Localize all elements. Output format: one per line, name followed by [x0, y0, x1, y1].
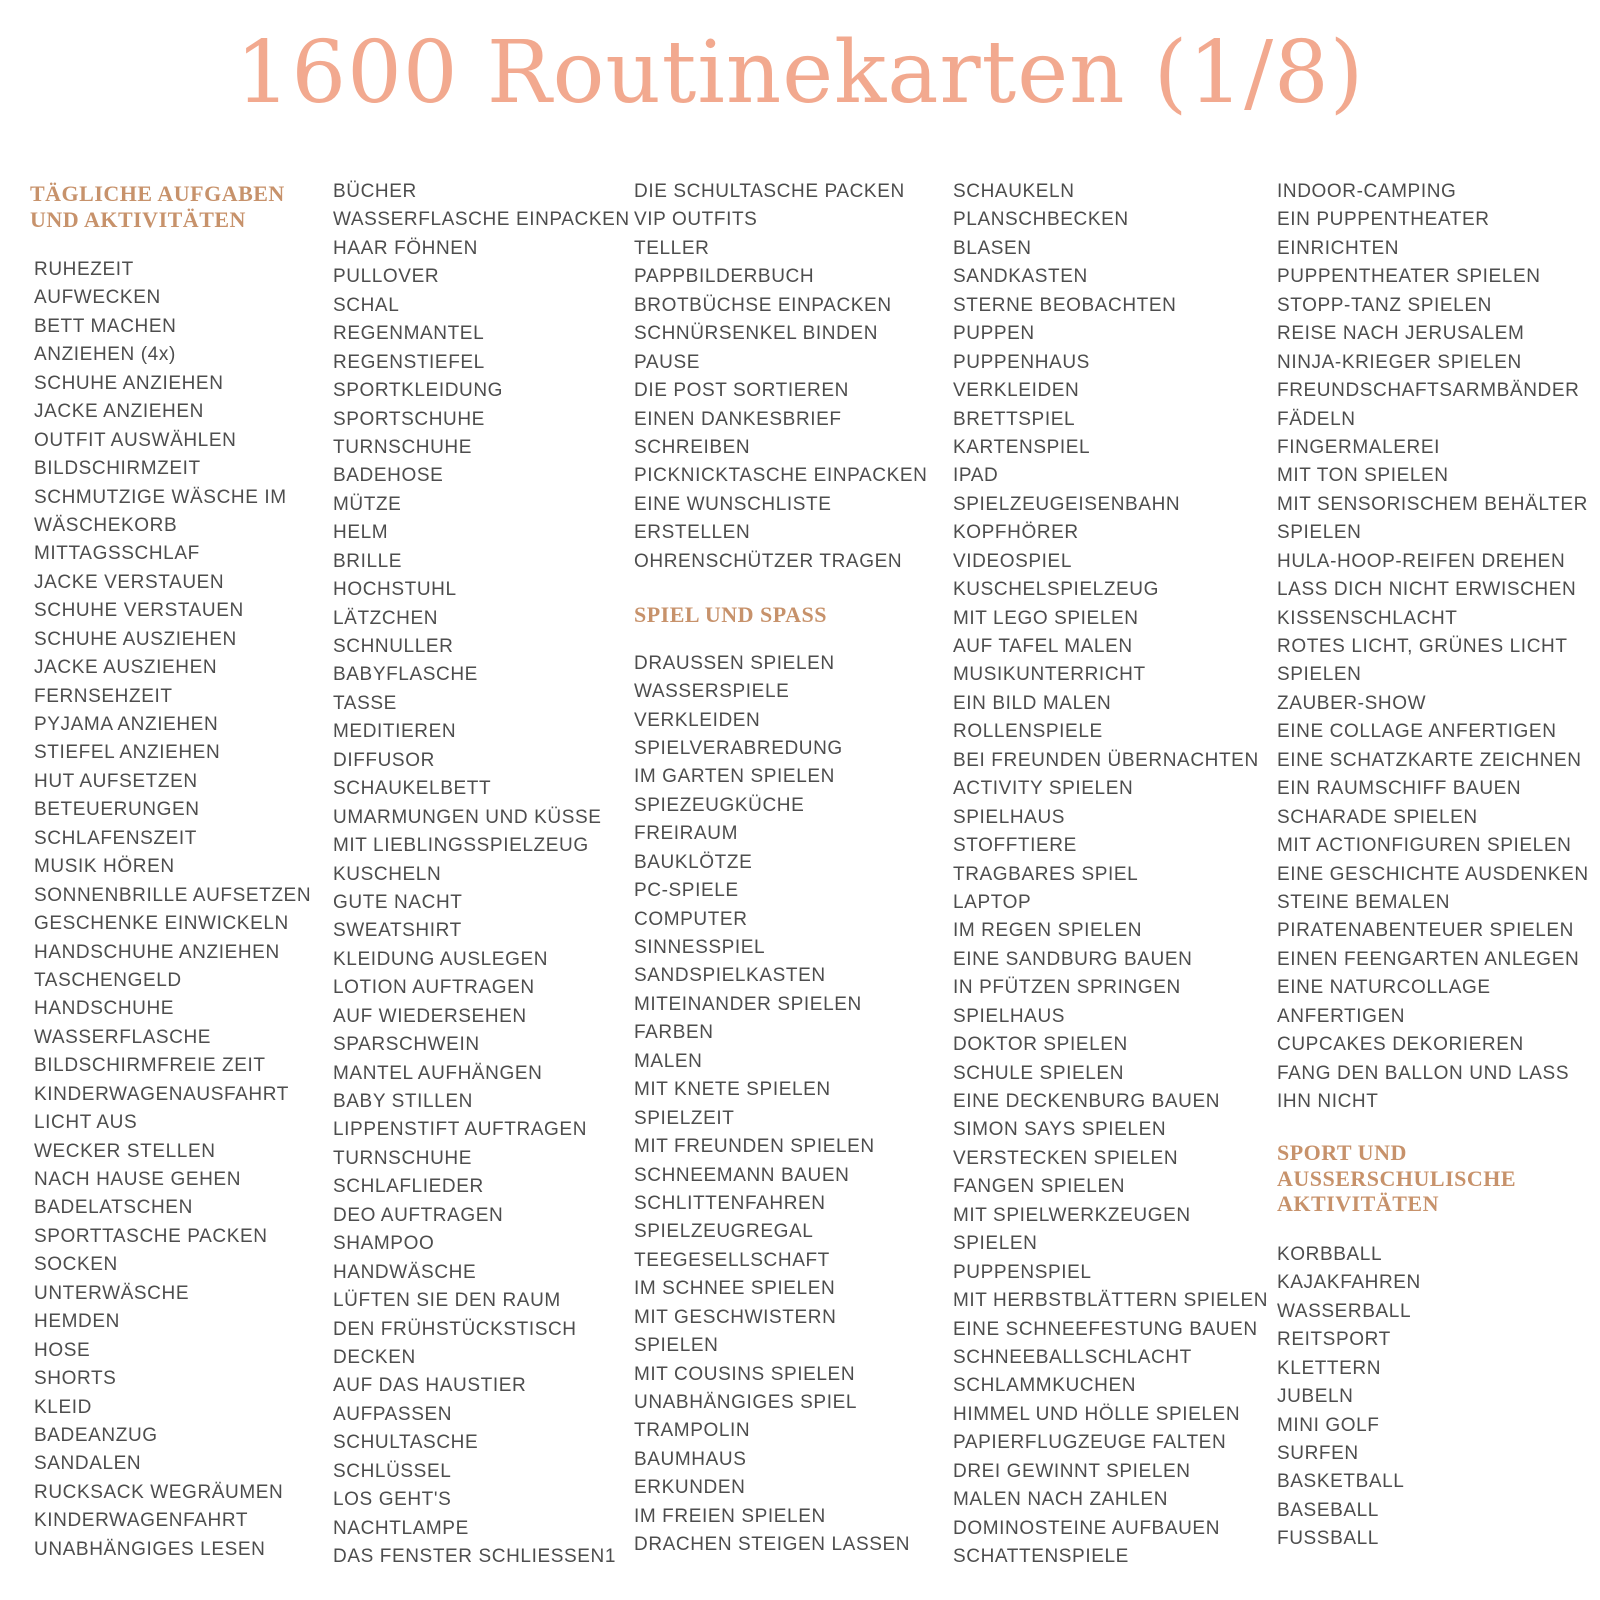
list-item: BLASEN: [953, 237, 1032, 259]
list-item: HEMDEN: [34, 1311, 120, 1333]
list-item: SANDKASTEN: [953, 266, 1088, 288]
list-item: DIE POST SORTIEREN: [634, 380, 849, 402]
list-item: ANZIEHEN (4x): [34, 344, 176, 366]
list-item: FINGERMALEREI: [1277, 436, 1440, 458]
list-item: SCHLAFENSZEIT: [34, 827, 197, 849]
section-heading-play-and-fun: SPIEL UND SPASS: [634, 602, 827, 628]
list-item: EINEN DANKESBRIEF: [634, 408, 842, 430]
list-item: VERKLEIDEN: [634, 709, 761, 731]
list-play-and-fun-end: [1277, 178, 1600, 1116]
list-item: EINE SCHATZKARTE ZEICHNEN: [1277, 749, 1582, 771]
list-item: EINEN FEENGARTEN ANLEGEN: [1277, 948, 1580, 970]
list-item: DOMINOSTEINE AUFBAUEN: [953, 1517, 1221, 1539]
list-item: SCHAUKELN: [953, 181, 1075, 202]
list-item: BAUKLÖTZE: [634, 851, 753, 873]
list-item: MÜTZE: [333, 493, 402, 515]
list-item: ANFERTIGEN: [1277, 1005, 1406, 1027]
list-item: BABY STILLEN: [333, 1091, 473, 1112]
list-item: BEI FREUNDEN ÜBERNACHTEN: [953, 749, 1259, 771]
list-item: BILDSCHIRMZEIT: [34, 458, 201, 480]
list-item: KLETTERN: [1277, 1357, 1382, 1379]
list-item: TASSE: [333, 692, 397, 714]
list-item: BROTBÜCHSE EINPACKEN: [634, 294, 892, 316]
list-item: MIT COUSINS SPIELEN: [634, 1363, 856, 1385]
list-item: LOS GEHT'S: [333, 1489, 452, 1511]
list-item: SINNESSPIEL: [634, 937, 766, 958]
list-item: DAS FENSTER SCHLIESSEN1: [333, 1546, 617, 1567]
list-item: FUSSBALL: [1277, 1528, 1379, 1550]
list-item: DEO AUFTRAGEN: [333, 1204, 504, 1226]
list-item: MALEN NACH ZAHLEN: [953, 1489, 1169, 1511]
list-item: SCHARADE SPIELEN: [1277, 806, 1478, 828]
list-item: SCHMUTZIGE WÄSCHE IM: [34, 486, 287, 508]
list-item: DRACHEN STEIGEN LASSEN: [634, 1534, 911, 1556]
list-item: SPIELEN: [1277, 522, 1362, 544]
list-item: ERKUNDEN: [634, 1477, 746, 1499]
list-item: STOFFTIERE: [953, 835, 1077, 857]
list-daily-tasks-end: [634, 178, 949, 576]
list-item: SCHATTENSPIELE: [953, 1546, 1129, 1567]
list-item: MIT TON SPIELEN: [1277, 465, 1449, 487]
list-item: KUSCHELN: [333, 863, 442, 885]
list-item: WECKER STELLEN: [34, 1140, 216, 1162]
list-item: GESCHENKE EINWICKELN: [34, 913, 289, 935]
list-item: SHAMPOO: [333, 1233, 435, 1255]
list-item: PC-SPIELE: [634, 880, 739, 902]
list-item: DREI GEWINNT SPIELEN: [953, 1460, 1191, 1482]
list-item: AUFPASSEN: [333, 1403, 453, 1425]
list-item: DEN FRÜHSTÜCKSTISCH: [333, 1318, 577, 1340]
list-item: MALEN: [634, 1050, 703, 1072]
list-daily-tasks: [30, 256, 320, 1564]
list-item: PLANSCHBECKEN: [953, 209, 1129, 231]
list-item: PUPPENTHEATER SPIELEN: [1277, 266, 1541, 288]
list-item: WASSERSPIELE: [634, 681, 790, 703]
list-item: AUF DAS HAUSTIER: [333, 1375, 527, 1397]
list-item: FANG DEN BALLON UND LASS: [1277, 1062, 1570, 1084]
list-item: BABYFLASCHE: [333, 664, 478, 686]
list-item: SCHLAFLIEDER: [333, 1176, 484, 1198]
list-item: FANGEN SPIELEN: [953, 1176, 1126, 1198]
list-item: NACH HAUSE GEHEN: [34, 1169, 242, 1190]
list-item: KORBBALL: [1277, 1243, 1383, 1265]
list-item: JACKE VERSTAUEN: [34, 571, 225, 593]
list-play-and-fun-continued: [953, 178, 1273, 1571]
list-item: NINJA-KRIEGER SPIELEN: [1277, 351, 1522, 373]
list-item: MIT HERBSTBLÄTTERN SPIELEN: [953, 1290, 1269, 1312]
column-2: [333, 178, 633, 1571]
list-item: SPORTSCHUHE: [333, 408, 485, 430]
list-daily-tasks-continued: [333, 178, 633, 1571]
list-item: VERSTECKEN SPIELEN: [953, 1147, 1179, 1169]
list-item: MIT GESCHWISTERN: [634, 1306, 837, 1328]
list-item: MITTAGSSCHLAF: [34, 543, 200, 565]
list-item: ROLLENSPIELE: [953, 721, 1103, 743]
list-item: MANTEL AUFHÄNGEN: [333, 1062, 543, 1084]
list-item: HANDWÄSCHE: [333, 1261, 477, 1283]
list-item: SCHNULLER: [333, 636, 454, 657]
list-item: IM REGEN SPIELEN: [953, 920, 1143, 942]
list-item: INDOOR-CAMPING: [1277, 181, 1457, 202]
list-item: SPARSCHWEIN: [333, 1034, 480, 1056]
list-item: UNTERWÄSCHE: [34, 1282, 190, 1304]
list-item: PAUSE: [634, 351, 701, 373]
list-item: OHRENSCHÜTZER TRAGEN: [634, 550, 903, 572]
list-item: OUTFIT AUSWÄHLEN: [34, 429, 237, 451]
list-item: KOPFHÖRER: [953, 522, 1079, 544]
list-item: ACTIVITY SPIELEN: [953, 778, 1134, 800]
list-item: EIN BILD MALEN: [953, 692, 1112, 714]
list-item: SPIEZEUGKÜCHE: [634, 794, 805, 816]
list-item: SANDSPIELKASTEN: [634, 965, 826, 987]
list-item: VIP OUTFITS: [634, 209, 758, 231]
list-item: NACHTLAMPE: [333, 1517, 469, 1539]
list-item: SPIELZEUGEISENBAHN: [953, 493, 1181, 515]
list-item: BASEBALL: [1277, 1499, 1379, 1521]
list-item: TRAMPOLIN: [634, 1420, 751, 1442]
list-item: IM GARTEN SPIELEN: [634, 766, 835, 788]
list-item: BRETTSPIEL: [953, 408, 1076, 430]
list-item: SPIELEN: [1277, 664, 1362, 686]
list-item: SIMON SAYS SPIELEN: [953, 1119, 1167, 1141]
list-item: UNABHÄNGIGES LESEN: [34, 1538, 266, 1560]
list-item: PUPPEN: [953, 323, 1035, 345]
list-item: JACKE AUSZIEHEN: [34, 657, 218, 679]
list-item: SCHLÜSSEL: [333, 1460, 452, 1482]
section-heading-daily-tasks: TÄGLICHE AUFGABEN UND AKTIVITÄTEN: [30, 181, 285, 232]
list-item: PICKNICKTASCHE EINPACKEN: [634, 465, 928, 487]
list-item: GUTE NACHT: [333, 891, 463, 913]
list-item: DIE SCHULTASCHE PACKEN: [634, 181, 905, 202]
list-item: WASSERBALL: [1277, 1300, 1412, 1322]
list-item: IHN NICHT: [1277, 1091, 1379, 1112]
list-item: BRILLE: [333, 550, 403, 572]
list-item: IM FREIEN SPIELEN: [634, 1505, 826, 1527]
list-item: SCHREIBEN: [634, 436, 751, 458]
list-item: VERKLEIDEN: [953, 380, 1080, 402]
list-item: SURFEN: [1277, 1443, 1359, 1464]
list-item: AUF TAFEL MALEN: [953, 636, 1133, 657]
column-1: [30, 178, 320, 1564]
list-item: HOSE: [34, 1339, 91, 1361]
page-title: 1600 Routinekarten (1/8): [235, 23, 1365, 123]
list-item: LOTION AUFTRAGEN: [333, 977, 535, 999]
list-item: HOCHSTUHL: [333, 579, 457, 601]
list-item: BADELATSCHEN: [34, 1197, 193, 1219]
list-item: MINI GOLF: [1277, 1414, 1380, 1436]
list-item: REGENMANTEL: [333, 323, 485, 345]
list-item: ROTES LICHT, GRÜNES LICHT: [1277, 636, 1568, 657]
list-item: FERNSEHZEIT: [34, 685, 173, 707]
list-item: BASKETBALL: [1277, 1471, 1405, 1493]
list-item: LICHT AUS: [34, 1112, 138, 1134]
list-item: LIPPENSTIFT AUFTRAGEN: [333, 1119, 588, 1141]
section-heading-sport: SPORT UND AUSSERSCHULISCHE AKTIVITÄTEN: [1277, 1140, 1517, 1217]
list-item: SPIELZEIT: [634, 1107, 735, 1129]
list-item: BETT MACHEN: [34, 315, 177, 337]
list-item: BADEANZUG: [34, 1424, 158, 1446]
list-item: AUFWECKEN: [34, 287, 161, 309]
list-item: LAPTOP: [953, 891, 1032, 913]
list-item: ERSTELLEN: [634, 522, 751, 544]
list-item: SCHULTASCHE: [333, 1432, 479, 1454]
list-item: BILDSCHIRMFREIE ZEIT: [34, 1055, 266, 1077]
list-item: EINE COLLAGE ANFERTIGEN: [1277, 721, 1557, 743]
list-item: EINE NATURCOLLAGE: [1277, 977, 1491, 999]
list-item: SPIELHAUS: [953, 806, 1066, 828]
list-item: EINRICHTEN: [1277, 237, 1400, 259]
list-item: SPORTTASCHE PACKEN: [34, 1225, 268, 1247]
list-item: FREUNDSCHAFTSARMBÄNDER: [1277, 380, 1580, 402]
list-sport: [1277, 1241, 1600, 1554]
list-item: DECKEN: [333, 1346, 416, 1368]
list-item: MIT KNETE SPIELEN: [634, 1079, 831, 1101]
list-item: BÜCHER: [333, 181, 417, 202]
list-item: KUSCHELSPIELZEUG: [953, 579, 1159, 601]
column-4: [953, 178, 1273, 1571]
list-item: HANDSCHUHE: [34, 998, 175, 1020]
list-item: SCHLITTENFAHREN: [634, 1192, 826, 1214]
list-item: IM SCHNEE SPIELEN: [634, 1278, 836, 1300]
list-item: SCHUHE VERSTAUEN: [34, 600, 244, 622]
list-item: SPIELHAUS: [953, 1005, 1066, 1027]
list-item: SCHNEEMANN BAUEN: [634, 1164, 850, 1186]
list-item: FÄDELN: [1277, 408, 1356, 430]
list-item: DIFFUSOR: [333, 749, 435, 771]
list-item: HUT AUFSETZEN: [34, 770, 198, 792]
list-item: DRAUSSEN SPIELEN: [634, 652, 835, 674]
list-item: BETEUERUNGEN: [34, 799, 200, 821]
list-item: MIT LEGO SPIELEN: [953, 607, 1139, 629]
list-item: WASSERFLASCHE EINPACKEN: [333, 209, 630, 231]
list-item: KARTENSPIEL: [953, 436, 1091, 458]
list-item: WASSERFLASCHE: [34, 1026, 212, 1048]
list-item: EINE WUNSCHLISTE: [634, 493, 832, 515]
list-item: MUSIKUNTERRICHT: [953, 664, 1146, 686]
list-item: MIT FREUNDEN SPIELEN: [634, 1136, 875, 1158]
list-item: SCHNEEBALLSCHLACHT: [953, 1346, 1192, 1368]
list-item: SPIELEN: [634, 1335, 719, 1357]
list-item: SONNENBRILLE AUFSETZEN: [34, 884, 312, 906]
list-item: SCHAUKELBETT: [333, 778, 492, 800]
list-item: FARBEN: [634, 1022, 714, 1044]
list-item: IN PFÜTZEN SPRINGEN: [953, 977, 1181, 999]
list-item: EIN PUPPENTHEATER: [1277, 209, 1490, 231]
column-5: [1277, 178, 1600, 1554]
list-item: STIEFEL ANZIEHEN: [34, 742, 221, 764]
list-item: TASCHENGELD: [34, 969, 182, 991]
list-item: SHORTS: [34, 1368, 117, 1390]
list-item: TEEGESELLSCHAFT: [634, 1249, 830, 1271]
list-item: EINE DECKENBURG BAUEN: [953, 1091, 1221, 1112]
list-item: TURNSCHUHE: [333, 1147, 472, 1169]
list-item: SCHUHE ANZIEHEN: [34, 372, 224, 394]
list-item: TURNSCHUHE: [333, 436, 472, 458]
list-item: RUHEZEIT: [34, 259, 134, 280]
list-item: SCHLAMMKUCHEN: [953, 1375, 1137, 1397]
list-item: HAAR FÖHNEN: [333, 237, 478, 259]
list-item: SANDALEN: [34, 1453, 142, 1475]
list-item: LÄTZCHEN: [333, 607, 439, 629]
list-item: KLEIDUNG AUSLEGEN: [333, 948, 549, 970]
list-item: UMARMUNGEN UND KÜSSE: [333, 806, 602, 828]
list-item: EINE SCHNEEFESTUNG BAUEN: [953, 1318, 1258, 1340]
list-item: KINDERWAGENAUSFAHRT: [34, 1083, 289, 1105]
list-item: HANDSCHUHE ANZIEHEN: [34, 941, 280, 963]
list-item: RUCKSACK WEGRÄUMEN: [34, 1481, 284, 1503]
list-item: CUPCAKES DEKORIEREN: [1277, 1034, 1524, 1056]
list-item: MITEINANDER SPIELEN: [634, 993, 862, 1015]
list-item: KLEID: [34, 1396, 92, 1418]
list-item: DOKTOR SPIELEN: [953, 1034, 1128, 1056]
list-item: SPIELEN: [953, 1233, 1038, 1255]
list-item: STOPP-TANZ SPIELEN: [1277, 294, 1492, 316]
list-item: SOCKEN: [34, 1254, 118, 1276]
list-item: MUSIK HÖREN: [34, 856, 175, 878]
list-item: VIDEOSPIEL: [953, 550, 1072, 572]
list-item: REISE NACH JERUSALEM: [1277, 323, 1525, 345]
list-item: ZAUBER-SHOW: [1277, 692, 1427, 714]
list-item: REGENSTIEFEL: [333, 351, 485, 373]
list-play-and-fun: [634, 650, 949, 1560]
list-item: PYJAMA ANZIEHEN: [34, 714, 219, 735]
list-item: FREIRAUM: [634, 823, 739, 845]
list-item: JUBELN: [1277, 1386, 1354, 1408]
list-item: SCHAL: [333, 294, 400, 316]
list-item: HIMMEL UND HÖLLE SPIELEN: [953, 1403, 1241, 1425]
list-item: BAUMHAUS: [634, 1448, 747, 1470]
list-item: SWEATSHIRT: [333, 920, 462, 942]
list-item: SCHULE SPIELEN: [953, 1062, 1125, 1084]
list-item: MIT SENSORISCHEM BEHÄLTER: [1277, 493, 1588, 515]
list-item: KISSENSCHLACHT: [1277, 607, 1458, 629]
list-item: LÜFTEN SIE DEN RAUM: [333, 1290, 561, 1312]
list-item: COMPUTER: [634, 908, 748, 930]
list-item: EINE GESCHICHTE AUSDENKEN: [1277, 863, 1589, 885]
list-item: EINE SANDBURG BAUEN: [953, 948, 1193, 970]
list-item: KINDERWAGENFAHRT: [34, 1510, 249, 1532]
column-3: [634, 178, 949, 1560]
list-item: PUPPENSPIEL: [953, 1261, 1092, 1283]
list-item: SCHUHE AUSZIEHEN: [34, 628, 237, 650]
list-item: SPORTKLEIDUNG: [333, 380, 504, 402]
list-item: KAJAKFAHREN: [1277, 1272, 1421, 1294]
list-item: LASS DICH NICHT ERWISCHEN: [1277, 579, 1577, 601]
list-item: HULA-HOOP-REIFEN DREHEN: [1277, 550, 1566, 572]
list-item: WÄSCHEKORB: [34, 514, 178, 536]
list-item: SPIELVERABREDUNG: [634, 737, 843, 759]
list-item: MIT ACTIONFIGUREN SPIELEN: [1277, 835, 1572, 857]
list-item: TRAGBARES SPIEL: [953, 863, 1139, 885]
list-item: BADEHOSE: [333, 465, 444, 487]
list-item: MIT LIEBLINGSSPIELZEUG: [333, 835, 589, 857]
list-item: UNABHÄNGIGES SPIEL: [634, 1392, 858, 1413]
list-item: EIN RAUMSCHIFF BAUEN: [1277, 778, 1522, 800]
list-item: PUPPENHAUS: [953, 351, 1090, 373]
list-item: PULLOVER: [333, 266, 440, 288]
list-item: HELM: [333, 522, 389, 544]
list-item: MIT SPIELWERKZEUGEN: [953, 1204, 1191, 1226]
list-item: STERNE BEOBACHTEN: [953, 294, 1177, 316]
list-item: PAPIERFLUGZEUGE FALTEN: [953, 1432, 1227, 1454]
list-item: REITSPORT: [1277, 1329, 1391, 1351]
list-item: PAPPBILDERBUCH: [634, 266, 815, 288]
list-item: MEDITIEREN: [333, 721, 457, 743]
list-item: IPAD: [953, 465, 999, 487]
list-item: STEINE BEMALEN: [1277, 891, 1451, 913]
list-item: AUF WIEDERSEHEN: [333, 1005, 527, 1027]
list-item: SPIELZEUGREGAL: [634, 1221, 814, 1243]
list-item: TELLER: [634, 237, 710, 259]
list-item: JACKE ANZIEHEN: [34, 401, 204, 423]
list-item: SCHNÜRSENKEL BINDEN: [634, 323, 879, 345]
list-item: PIRATENABENTEUER SPIELEN: [1277, 920, 1575, 942]
